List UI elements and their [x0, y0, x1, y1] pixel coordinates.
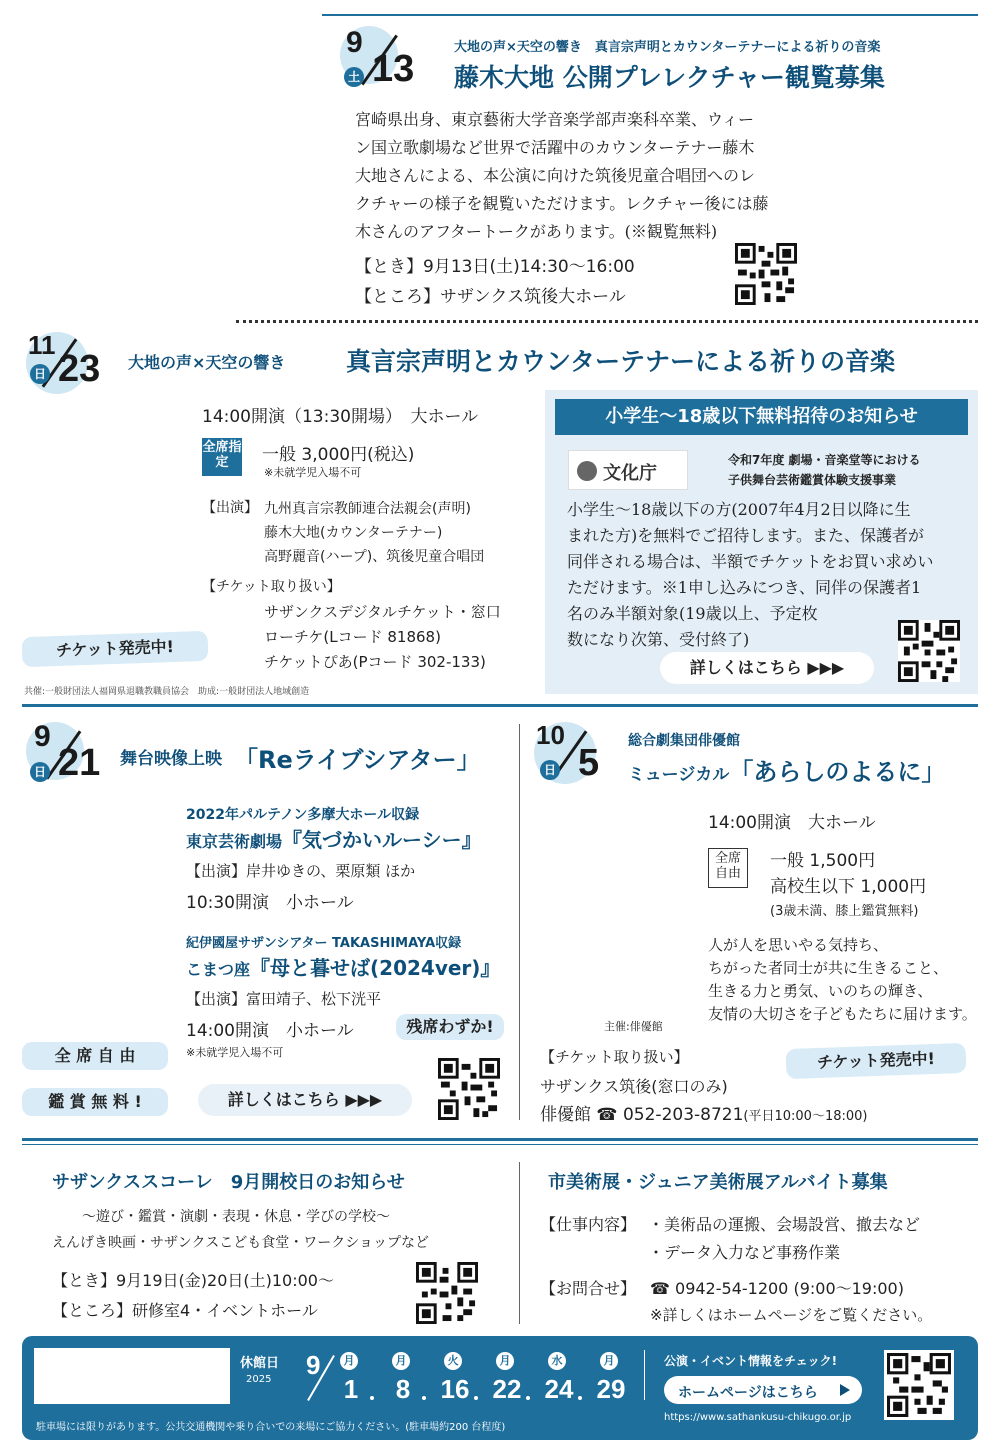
closed-day-separator	[578, 1396, 582, 1400]
ticket-label: 【チケット取り扱い】	[540, 1048, 689, 1066]
school-where: 【ところ】研修室4・イベントホール	[52, 1301, 318, 1320]
closed-year: 2025	[246, 1374, 272, 1385]
price-note: (3歳未満、膝上鑑賞無料)	[770, 904, 919, 919]
agency-logo	[568, 450, 688, 490]
price: 一般 3,000円(税込)	[262, 445, 415, 465]
event-when: 【とき】9月13日(土)14:30〜16:00	[355, 257, 635, 277]
footer-divider	[644, 1350, 645, 1400]
film2-heading: こまつ座『母と暮せば(2024ver)』	[186, 956, 501, 980]
top-rule	[322, 14, 978, 16]
ticket-company: 俳優館 ☎ 052-203-8721(平日10:00〜18:00)	[540, 1105, 868, 1125]
price-student: 高校生以下 1,000円	[770, 877, 927, 897]
homepage-button-label: ホームページはこちら	[678, 1385, 818, 1401]
event-time: 14:00開演（13:30開場） 大ホール	[202, 407, 479, 427]
event-title: 藤木大地 公開プレレクチャー観覧募集	[454, 63, 885, 92]
closed-weekday-badge: 月	[340, 1352, 358, 1370]
date-month: 11	[28, 330, 56, 360]
program-line1: 令和7年度 劇場・音楽堂等における	[728, 453, 921, 467]
date-day: 5	[578, 742, 600, 784]
event-subtitle: 大地の声×天空の響き 真言宗声明とカウンターテナーによる祈りの音楽	[454, 40, 881, 55]
film1-cast: 【出演】岸井ゆきの、栗原類 ほか	[186, 862, 416, 880]
closed-day-number: 22	[492, 1374, 522, 1404]
closed-day-number: 16	[440, 1374, 470, 1404]
event-body: 宮崎県出身、東京藝術大学音楽学部声楽科卒業、ウィー ン国立歌劇場など世界で活躍中のカウンターテナー藤木 大地さんによる、本公演に向けた筑後児童合唱団へのレ クチャーの様子を観覧いただけます。レクチャー後には藤 木さんのアフタートークがあります。(※観覧無料)	[355, 110, 769, 241]
section-rule	[22, 704, 978, 707]
closed-day-separator	[370, 1396, 374, 1400]
event-heading: ミュージカル「あらしのよるに」	[628, 758, 946, 786]
footer-white-box	[34, 1348, 230, 1404]
free-admission-badge: 鑑 賞 無 料 !	[22, 1088, 168, 1116]
panel-header: 小学生〜18歳以下無料招待のお知らせ	[555, 399, 968, 435]
date-month: 9	[346, 26, 363, 59]
weekday-badge: 日	[30, 364, 50, 384]
seat-tag: 全席指定	[202, 438, 242, 476]
closed-weekday-badge: 火	[444, 1352, 462, 1370]
film2-cast: 【出演】富田靖子、松下洸平	[186, 990, 382, 1008]
closed-day-number: 1	[343, 1374, 359, 1404]
parking-note: 駐車場には限りがあります。公共交通機関や乗り合いでの来場にご協力ください。(駐車場約200 台程度)	[36, 1422, 506, 1433]
sponsor-note: 共催:一般財団法人福岡県退職教職員協会 助成:一般財団法人地域創造	[24, 687, 310, 697]
event-subtitle: 大地の声×天空の響き	[128, 353, 286, 372]
event-title: 真言宗声明とカウンターテナーによる祈りの音楽	[346, 347, 896, 376]
qr-code[interactable]	[735, 243, 797, 305]
date-day: 21	[58, 742, 101, 784]
event-description: 人が人を思いやる気持ち、 ちがった者同士が共に生きること、 生きる力と勇気、いのちの輝き、 友情の大切さを子どもたちに届けます。	[708, 936, 977, 1023]
date-month: 10	[536, 720, 565, 750]
logo-text: 文化庁	[603, 463, 657, 484]
ticket-venue: サザンクス筑後(窓口のみ)	[540, 1077, 728, 1096]
closed-label: 休館日	[240, 1356, 280, 1371]
details-button[interactable]: 詳しくはこちら ▶▶▶	[198, 1084, 412, 1116]
closed-weekday-badge: 月	[392, 1352, 410, 1370]
section-rule	[22, 1138, 978, 1141]
column-divider	[519, 1162, 520, 1324]
contact-note: ※詳しくはホームページをご覧ください。	[650, 1306, 933, 1324]
play-icon	[840, 1384, 850, 1396]
homepage-button[interactable]	[664, 1376, 862, 1404]
event-title: 「Reライブシアター」	[234, 746, 481, 774]
weekday-badge: 土	[344, 67, 364, 87]
film2-time: 14:00開演 小ホール	[186, 1021, 354, 1041]
closed-day-separator	[422, 1396, 426, 1400]
job-label: 【仕事内容】	[540, 1215, 637, 1234]
school-tagline: 〜遊び・鑑賞・演劇・表現・休息・学びの学校〜	[82, 1209, 390, 1225]
closed-weekday-badge: 月	[496, 1352, 514, 1370]
on-sale-badge: チケット発売中!	[786, 1043, 967, 1079]
cast-label: 【出演】	[202, 500, 258, 516]
closed-weekday-badge: 水	[548, 1352, 566, 1370]
logo-mark-icon	[577, 461, 597, 481]
closed-month: 9	[306, 1350, 321, 1380]
closed-day-number: 24	[544, 1374, 574, 1404]
job-item: ・データ入力など事務作業	[648, 1243, 841, 1262]
free-seating-badge: 全 席 自 由	[22, 1042, 168, 1070]
closed-day-separator	[474, 1396, 478, 1400]
qr-code[interactable]	[438, 1058, 500, 1120]
seat-tag: 全席自由	[708, 848, 748, 888]
section-rule-thin	[22, 1144, 978, 1145]
few-left-badge: 残席わずか!	[396, 1014, 504, 1040]
closed-weekday-badge: 月	[600, 1352, 618, 1370]
job-title: 市美術展・ジュニア美術展アルバイト募集	[548, 1172, 888, 1193]
job-item: ・美術品の運搬、会場設営、撤去など	[648, 1215, 921, 1234]
closed-day-number: 8	[395, 1374, 411, 1404]
closed-day-separator	[526, 1396, 530, 1400]
school-title: サザンクススコーレ 9月開校日のお知らせ	[52, 1172, 405, 1193]
dotted-divider	[236, 320, 978, 323]
contact-phone: ☎ 0942-54-1200 (9:00〜19:00)	[650, 1279, 904, 1298]
contact-label: 【お問合せ】	[540, 1279, 637, 1298]
details-button[interactable]: 詳しくはこちら ▶▶▶	[660, 652, 874, 684]
film-note: ※未就学児入場不可	[186, 1046, 284, 1059]
panel-body: 小学生〜18歳以下の方(2007年4月2日以降に生 まれた方)を無料でご招待します。また、保護者が 同伴される場合は、半額でチケットをお買い求めい ただけます。※1申し込みにつき、同伴の保護者1 名のみ半額対象(19歳以上、予定枚 数になり次第、受付終了)	[567, 500, 934, 649]
program-line2: 子供舞台芸術鑑賞体験支援事業	[728, 473, 897, 487]
film1-time: 10:30開演 小ホール	[186, 893, 354, 913]
date-day: 13	[372, 48, 415, 90]
school-when: 【とき】9月19日(金)20日(土)10:00〜	[52, 1271, 334, 1290]
qr-code[interactable]	[898, 620, 960, 682]
event-label: 舞台映像上映	[120, 749, 222, 769]
event-where: 【ところ】サザンクス筑後大ホール	[355, 287, 626, 307]
check-label: 公演・イベント情報をチェック!	[664, 1354, 838, 1368]
qr-code[interactable]	[884, 1350, 954, 1420]
cast-list: 九州真言宗教師連合法親会(声明) 藤木大地(カウンターテナー) 高野麗音(ハープ)、筑後児童合唱団	[264, 501, 485, 565]
price-general: 一般 1,500円	[770, 851, 876, 871]
on-sale-badge: チケット発売中!	[22, 631, 209, 667]
school-sub: えんげき映画・サザンクスこども食堂・ワークショップなど	[52, 1235, 430, 1251]
date-month: 9	[34, 720, 51, 753]
ticket-label: 【チケット取り扱い】	[202, 579, 341, 595]
price-note: ※未就学児入場不可	[264, 466, 362, 479]
event-time: 14:00開演 大ホール	[708, 813, 876, 833]
weekday-badge: 日	[30, 762, 50, 782]
film1-source: 2022年パルテノン多摩大ホール収録	[186, 807, 420, 823]
date-day: 23	[58, 348, 101, 390]
film2-source: 紀伊國屋サザンシアター TAKASHIMAYA収録	[186, 936, 462, 951]
site-url[interactable]: https://www.sathankusu-chikugo.or.jp	[664, 1412, 852, 1423]
closed-day-number: 29	[596, 1374, 626, 1404]
host-note: 主催:俳優館	[604, 1020, 663, 1033]
ticket-list: サザンクスデジタルチケット・窓口 ローチケ(Lコード 81868) チケットぴあ(Pコード 302-133)	[264, 603, 501, 671]
column-divider	[519, 724, 520, 1120]
film1-heading: 東京芸術劇場『気づかいルーシー』	[186, 828, 482, 852]
weekday-badge: 日	[540, 760, 560, 780]
qr-code[interactable]	[416, 1262, 478, 1324]
company-name: 総合劇集団俳優館	[628, 733, 740, 749]
